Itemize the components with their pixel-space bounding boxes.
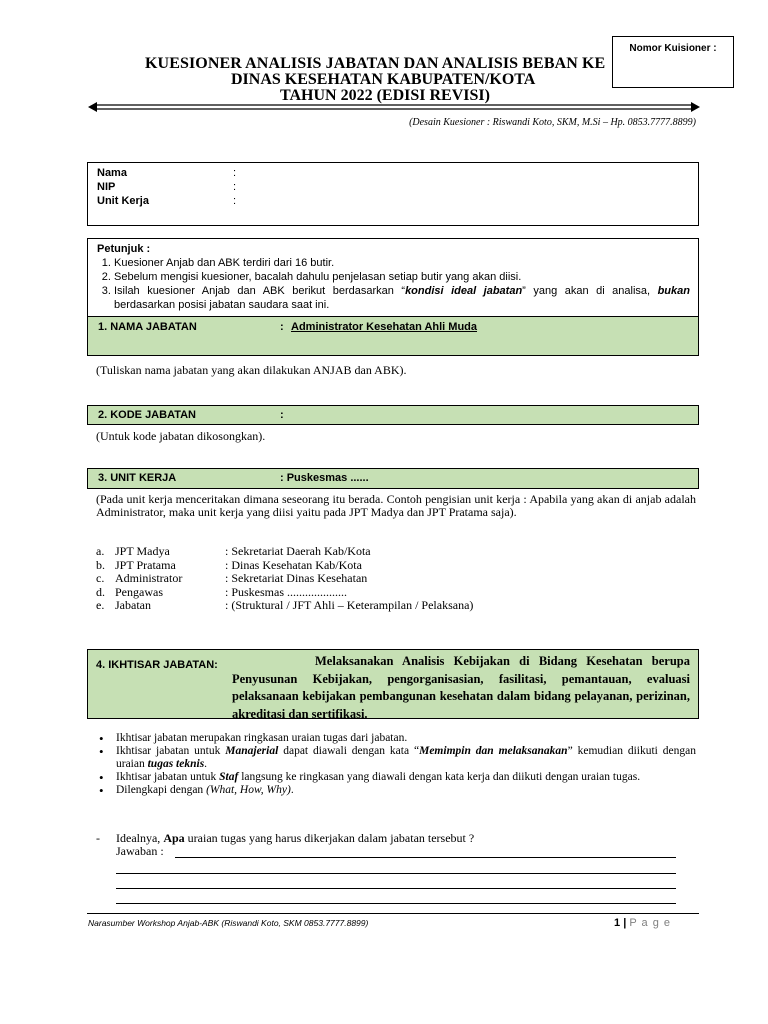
section-1-separator: : <box>280 321 284 333</box>
bullet-2-text-a: Ikhtisar jabatan untuk <box>116 745 226 757</box>
petunjuk-list <box>97 256 690 312</box>
petunjuk-heading: Petunjuk : <box>97 243 151 255</box>
nip-label: NIP <box>97 181 116 193</box>
nama-label: Nama <box>97 167 127 179</box>
identity-row-nip <box>97 181 236 193</box>
bullet-4-text-c: . <box>290 784 294 796</box>
bullet-item-1 <box>96 732 696 745</box>
ikhtisar-jabatan-value[interactable]: Melaksanakan Analisis Kebijakan di Bidang Kesehatan berupa Penyusunan Kebijakan, pengorganisasian, fasilitasi, pemantauan, evaluasi pelaksanaan kebijakan pembangunan kesehatan dalam bidang pelayanan, perizinan, akreditasi dan sertifikasi. <box>232 654 690 721</box>
section-unit-kerja <box>87 468 699 489</box>
bullet-2-manajerial: Manajerial <box>225 745 279 757</box>
unit-kerja-colon[interactable]: : <box>233 195 237 207</box>
unit-kerja-value[interactable]: : Puskesmas ...... <box>280 472 369 484</box>
section-1-note: (Tuliskan nama jabatan yang akan dilakukan ANJAB dan ABK). <box>96 363 407 377</box>
list-item <box>96 586 696 600</box>
bullet-2-text-e: ” kemudian diikuti dengan uraian <box>116 745 696 770</box>
bullet-item-3 <box>96 771 696 784</box>
section-4-label: 4. IKHTISAR JABATAN: <box>96 659 218 671</box>
list-letter: a. <box>96 544 105 558</box>
section-1-label: 1. NAMA JABATAN <box>98 321 197 333</box>
identity-row-unit-kerja <box>97 195 236 207</box>
ikhtisar-bullets <box>96 732 696 797</box>
petunjuk-item-3 <box>114 284 690 312</box>
question-text-a: Idealnya, <box>116 831 164 845</box>
section-nama-jabatan <box>87 316 699 356</box>
list-item <box>96 559 696 573</box>
designer-note: (Desain Kuesioner : Riswandi Koto, SKM, M.Si – Hp. 0853.7777.8899) <box>409 117 696 128</box>
list-value: : Sekretariat Dinas Kesehatan <box>225 571 368 585</box>
page-label: P a g e <box>629 917 671 929</box>
bullet-2-text-c: dapat diawali dengan kata “ <box>278 745 420 757</box>
section-2-separator[interactable]: : <box>280 409 284 421</box>
answer-label: Jawaban : <box>116 844 164 858</box>
list-key: Jabatan <box>115 598 151 612</box>
petunjuk-item-3-text-c: ” yang akan di analisa, <box>522 285 651 297</box>
identity-box <box>87 162 699 226</box>
bullet-4-text-a: Dilengkapi dengan <box>116 784 207 796</box>
page-indicator <box>614 917 671 929</box>
footer-credit: Narasumber Workshop Anjab-ABK (Riswandi Koto, SKM 0853.7777.8899) <box>88 918 369 928</box>
unit-kerja-label: Unit Kerja <box>97 195 149 207</box>
list-item <box>96 599 696 613</box>
list-letter: b. <box>96 557 105 572</box>
title-line-3: TAHUN 2022 (EDISI REVISI) <box>280 87 490 104</box>
list-key: Pengawas <box>115 584 163 599</box>
answer-row <box>96 845 696 859</box>
footer-rule <box>87 913 699 914</box>
list-item <box>96 545 696 559</box>
answer-line[interactable] <box>116 903 676 904</box>
bullet-3-text-c: langsung ke ringkasan yang diawali dengan kata kerja dan diikuti dengan uraian tugas. <box>238 771 641 783</box>
list-item <box>96 572 696 586</box>
section-3-label: 3. UNIT KERJA <box>98 472 177 484</box>
bullet-3-staf: Staf <box>219 771 239 783</box>
page-number: 1 <box>614 917 621 929</box>
page-separator: | <box>623 917 627 929</box>
question-apa: Apa <box>163 831 185 845</box>
bullet-item-4 <box>96 784 696 797</box>
list-value: : Sekretariat Daerah Kab/Kota <box>225 544 371 558</box>
petunjuk-item-3-emphasis: kondisi ideal jabatan <box>405 285 523 297</box>
unit-kerja-examples <box>96 545 696 613</box>
list-key: Administrator <box>115 571 183 585</box>
bullet-2-text-g: . <box>204 758 208 770</box>
title-line-1: KUESIONER ANALISIS JABATAN DAN ANALISIS BEBAN KE <box>145 55 606 72</box>
bullet-item-2 <box>96 745 696 771</box>
nip-colon[interactable]: : <box>233 181 237 193</box>
petunjuk-item-1: 1. Kuesioner Anjab dan ABK terdiri dari 16 butir. <box>114 256 690 270</box>
question-text-c: uraian tugas yang harus dikerjakan dalam jabatan tersebut ? <box>184 831 475 845</box>
answer-line[interactable] <box>116 888 676 889</box>
list-value: : (Struktural / JFT Ahli – Keterampilan / Pelaksana) <box>225 598 474 612</box>
nomor-kuisioner-label: Nomor Kuisioner : <box>629 43 717 54</box>
answer-line[interactable] <box>116 873 676 874</box>
bullet-3-text-a: Ikhtisar jabatan untuk <box>116 771 220 783</box>
section-2-note: (Untuk kode jabatan dikosongkan). <box>96 429 266 443</box>
section-2-label: 2. KODE JABATAN <box>98 409 196 421</box>
petunjuk-item-2: 2. Sebelum mengisi kuesioner, bacalah dahulu penjelasan setiap butir yang akan diisi. <box>114 270 690 284</box>
list-value: : Puskesmas .................... <box>225 584 348 599</box>
identity-row-nama <box>97 167 236 179</box>
petunjuk-item-3-text-a: Isilah kuesioner Anjab dan ABK berikut berdasarkan “ <box>114 285 406 297</box>
double-arrow-rule <box>88 102 700 112</box>
section-ikhtisar-jabatan <box>87 649 699 719</box>
bullet-2-memimpin: Memimpin dan melaksanakan <box>419 745 568 757</box>
nama-colon[interactable]: : <box>233 167 237 179</box>
list-key: JPT Madya <box>115 544 170 558</box>
bullet-4-what-how-why: (What, How, Why) <box>206 784 291 796</box>
title-line-2: DINAS KESEHATAN KABUPATEN/KOTA <box>231 71 536 88</box>
petunjuk-item-3-text-e: berdasarkan posisi jabatan saudara saat ini. <box>114 299 330 311</box>
petunjuk-box <box>87 238 699 316</box>
list-letter: e. <box>96 598 105 612</box>
nama-jabatan-value[interactable]: Administrator Kesehatan Ahli Muda <box>291 321 478 333</box>
list-letter: d. <box>96 584 105 599</box>
section-3-note: (Pada unit kerja menceritakan dimana seseorang itu berada. Contoh pengisian unit kerja : Apabila yang akan di anjab adalah Administrator, maka unit kerja yang diisi yaitu pada JPT Madya dan JPT Pratama saja). <box>96 492 696 519</box>
question-dash: - <box>96 831 100 845</box>
list-letter: c. <box>96 571 105 585</box>
section-kode-jabatan <box>87 405 699 425</box>
petunjuk-item-3-bukan: bukan <box>657 285 690 297</box>
list-key: JPT Pratama <box>115 557 176 572</box>
bullet-2-tugas-teknis: tugas teknis <box>147 758 205 770</box>
answer-line[interactable] <box>175 857 676 858</box>
bullet-1-text: Ikhtisar jabatan merupakan ringkasan uraian tugas dari jabatan. <box>116 732 408 744</box>
list-value: : Dinas Kesehatan Kab/Kota <box>225 557 362 572</box>
question-block <box>96 832 696 904</box>
question-line <box>96 832 696 845</box>
